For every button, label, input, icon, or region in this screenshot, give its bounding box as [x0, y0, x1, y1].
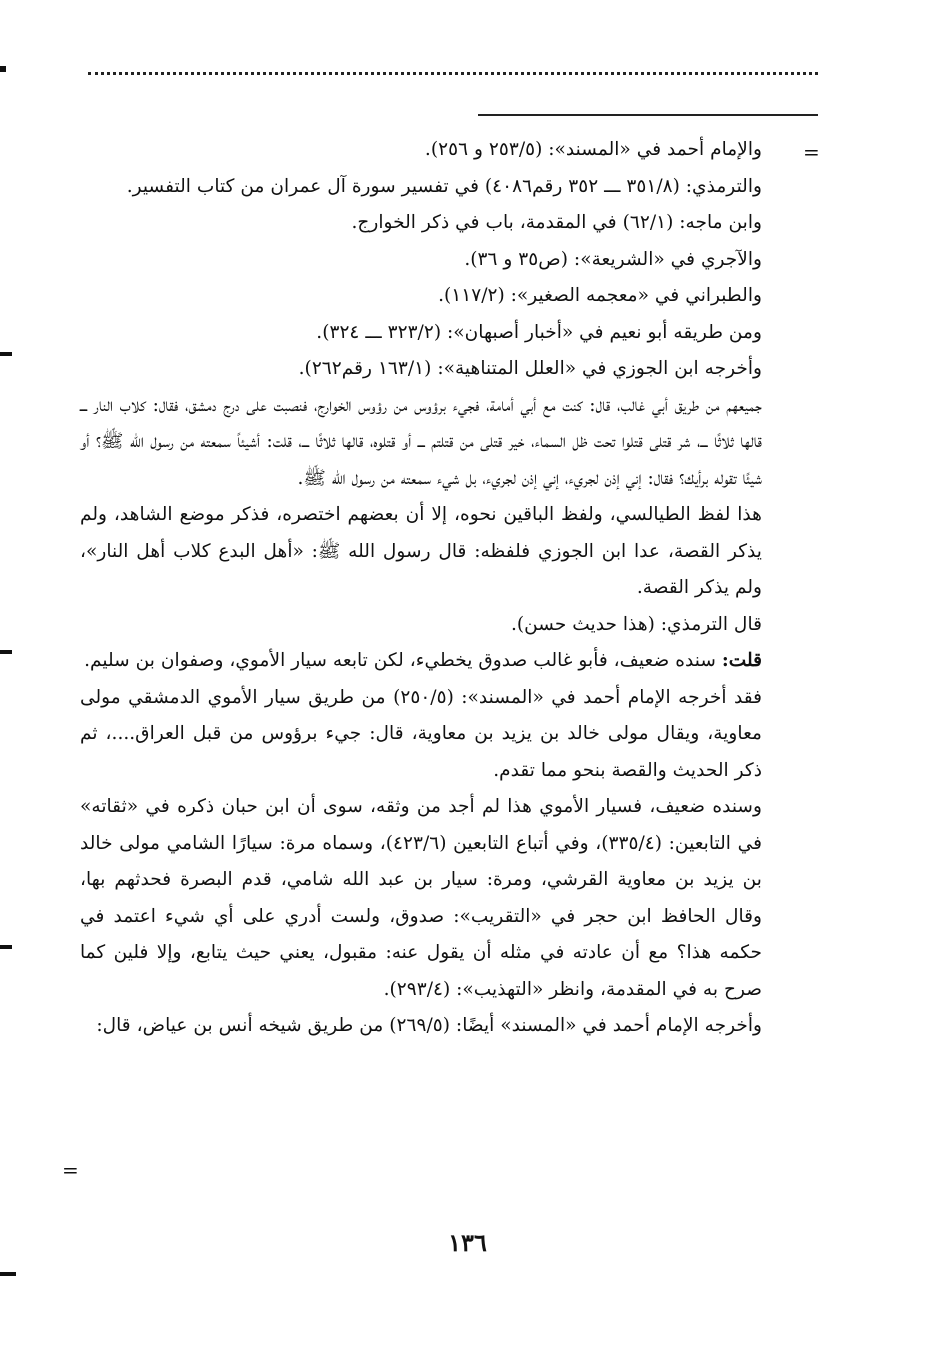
qult-label: قلت: — [721, 650, 762, 671]
margin-mark — [0, 945, 12, 949]
text-line: والآجري في «الشريعة»: (ص٣٥ و ٣٦). — [464, 248, 762, 270]
text-line: قال الترمذي: (هذا حديث حسن). — [510, 613, 762, 635]
paragraph: وسنده ضعيف، فسيار الأموي هذا لم أجد من وثقه، سوى أن ابن حبان ذكره في «ثقاته» في التابعين: (٣٣٥/٤)، وفي أتباع التابعين (٤٢٣/٦)، وسماه مرة: سيارًا الشامي مولى خالد بن يزيد بن معاوية القرشي، ومرة: سيار بن عبد الله شامي، قدم البصرة فحدثهم بها، وقال الحافظ ابن حجر في «التقريب»: صدوق، ولست أدري على أي شيء اعتمد في حكمه هذا؟ مع أن عادته في مثله أن يقول عنه: مقبول، يعني حيث يتابع، وإلا فلين كما صرح به في المقدمة، وانظر «التهذيب»: (٢٩٣/٤). — [80, 796, 763, 1000]
margin-mark — [0, 66, 6, 72]
text-line: وأخرجه ابن الجوزي في «العلل المتناهية»: (١٦٣/١ رقم٢٦٢). — [298, 358, 762, 379]
footnote-rule — [478, 114, 818, 116]
paragraph: فقد أخرجه الإمام أحمد في «المسند»: (٢٥٠/٥) من طريق سيار الأموي الدمشقي مولى معاوية، ويقال مولى خالد بن يزيد بن معاوية، قال: جيء برؤوس من قبل العراق....، ثم ذكر الحديث والقصة بنحو مما تقدم. — [80, 686, 762, 781]
text-line: وأخرجه الإمام أحمد في «المسند» أيضًا: (٢٦٩/٥) من طريق شيخه أنس بن عياض، قال: — [96, 1015, 762, 1036]
continuation-mark: = — [803, 140, 820, 164]
dotted-separator — [88, 72, 818, 75]
text-line: والإمام أحمد في «المسند»: (٢٥٣/٥ و ٢٥٦). — [424, 139, 762, 160]
margin-mark — [0, 352, 12, 356]
footnote-text — [80, 132, 762, 1045]
paragraph: هذا لفظ الطيالسي، ولفظ الباقين نحوه، إلا أن بعضهم اختصره، فذكر موضع الشاهد، ولم يذكر القصة، عدا ابن الجوزي فلفظه: قال رسول الله ﷺ: «أهل البدع كلاب أهل النار»، ولم يذكر القصة. — [80, 504, 762, 598]
text-line: ومن طريقه أبو نعيم في «أخبار أصبهان»: (٣٢٣/٢ ـــ ٣٢٤). — [316, 321, 762, 343]
margin-mark — [0, 650, 12, 654]
page-number: ١٣٦ — [448, 1228, 487, 1257]
paragraph-text: سنده ضعيف، فأبو غالب صدوق يخطيء، لكن تابعه سيار الأموي، وصفوان بن سليم. — [84, 650, 716, 671]
paragraph — [80, 643, 762, 680]
margin-mark — [0, 1272, 16, 1276]
text-line: والطبراني في «معجمه الصغير»: (١١٧/٢). — [438, 285, 762, 306]
text-line: والترمذي: (٣٥١/٨ ـــ ٣٥٢ رقم٤٠٨٦) في تفسير سورة آل عمران من كتاب التفسير. — [126, 175, 762, 197]
text-line: وابن ماجه: (٦٢/١) في المقدمة، باب في ذكر الخوارج. — [351, 212, 762, 233]
paragraph: جميعهم من طريق أبي غالب، قال: كنت مع أبي أمامة، فجيء برؤوس من رؤوس الخوارج، فنصبت على درج دمشق، فقال: كلاب النار ـــ قالها ثلاثًا ـــ، شر قتلى قتلوا تحت ظل السماء، خير قتلى من قتلتم ـــ أو قتلوه، قالها ثلاثًا ـــ، قلت: أشيئاً سمعته من رسول الله ﷺ؟ أو شيئًا تقوله برأيك؟ فقال: إني إذن لجريء، إني إذن لجريء، بل شيء سمعته من رسول الله ﷺ. — [80, 394, 762, 489]
continuation-mark: = — [62, 1158, 79, 1182]
